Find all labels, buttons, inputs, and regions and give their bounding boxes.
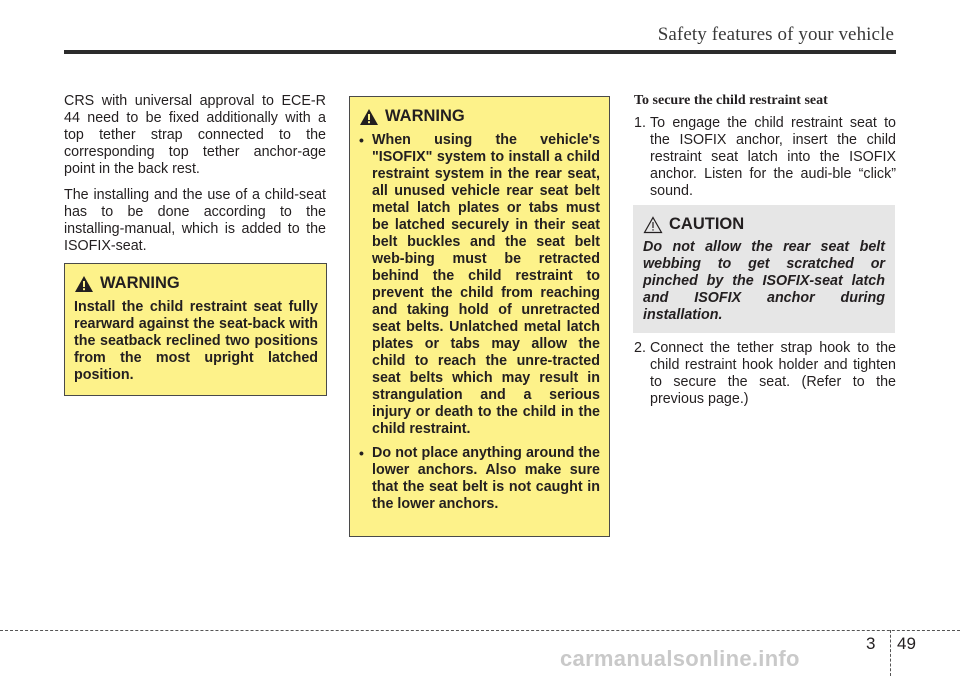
step-text: Connect the tether strap hook to the child restraint hook holder and tighten to secure the seat. (Refer to the previous page.)	[650, 340, 896, 407]
page-number: 49	[897, 634, 916, 653]
warning-triangle-icon	[359, 108, 379, 126]
caution-box	[633, 205, 895, 333]
warning-triangle-icon	[74, 275, 94, 293]
page-header-title: Safety features of your vehicle	[657, 24, 894, 45]
warning-bullet: • When using the vehicle's "ISOFIX" system to install a child restraint system in the rear seat, all unused vehicle rear seat belt metal latch plates or tabs must be latched securely in their seat belt buckles and the seat belt web-bing must be retracted behind the child restraint to prevent the child from reaching and taking hold of unretracted seat belts. Unlatched metal latch plates or tabs may allow the child to reach the unre-tracted seat belts which may result in strangulation and a serious injury or death to the child in the child restraint.	[359, 132, 600, 438]
right-column	[634, 93, 896, 200]
step-number: 2.	[634, 340, 646, 356]
step-item	[634, 340, 896, 408]
caution-triangle-icon	[643, 216, 663, 234]
step-item	[634, 115, 896, 200]
section-subtitle: To secure the child restraint seat	[634, 93, 828, 108]
warning-bullet-list	[359, 132, 600, 513]
caution-title	[643, 215, 885, 234]
warning-bullet: • Do not place anything around the lower anchors. Also make sure that the seat belt is not caught in the lower anchors.	[359, 445, 600, 513]
watermark: carmanualsonline.info	[560, 646, 800, 671]
left-column	[64, 93, 326, 264]
step-text: To engage the child restraint seat to the ISOFIX anchor, insert the child restraint seat latch into the ISOFIX anchor. Listen for the audi-ble “click” sound.	[650, 115, 896, 199]
footer-divider	[890, 630, 891, 676]
warning-title	[74, 274, 318, 293]
warning-title-text: WARNING	[385, 107, 465, 125]
caution-title-text: CAUTION	[669, 215, 745, 233]
step-2-block	[634, 340, 896, 408]
footer-rule	[0, 630, 960, 631]
step-number: 1.	[634, 115, 646, 131]
caution-text: Do not allow the rear seat belt webbing to get scratched or pinched by the ISOFIX-seat latch and ISOFIX anchor during installation.	[643, 239, 885, 323]
chapter-number: 3	[866, 634, 876, 653]
warning-text: Install the child restraint seat fully rearward against the seat-back with the seatback reclined two positions from the most upright latched position.	[74, 299, 318, 383]
warning-title	[359, 107, 600, 126]
body-paragraph: The installing and the use of a child-seat has to be done according to the installing-manual, which is added to the ISOFIX-seat.	[64, 187, 326, 254]
warning-title-text: WARNING	[100, 274, 180, 292]
header-rule	[64, 50, 896, 54]
body-paragraph: CRS with universal approval to ECE-R 44 need to be fixed additionally with a top tether strap connected to the corresponding top tether anchor-age point in the back rest.	[64, 93, 326, 177]
warning-box-isofix	[349, 96, 610, 537]
warning-box-seat-position	[64, 263, 327, 396]
